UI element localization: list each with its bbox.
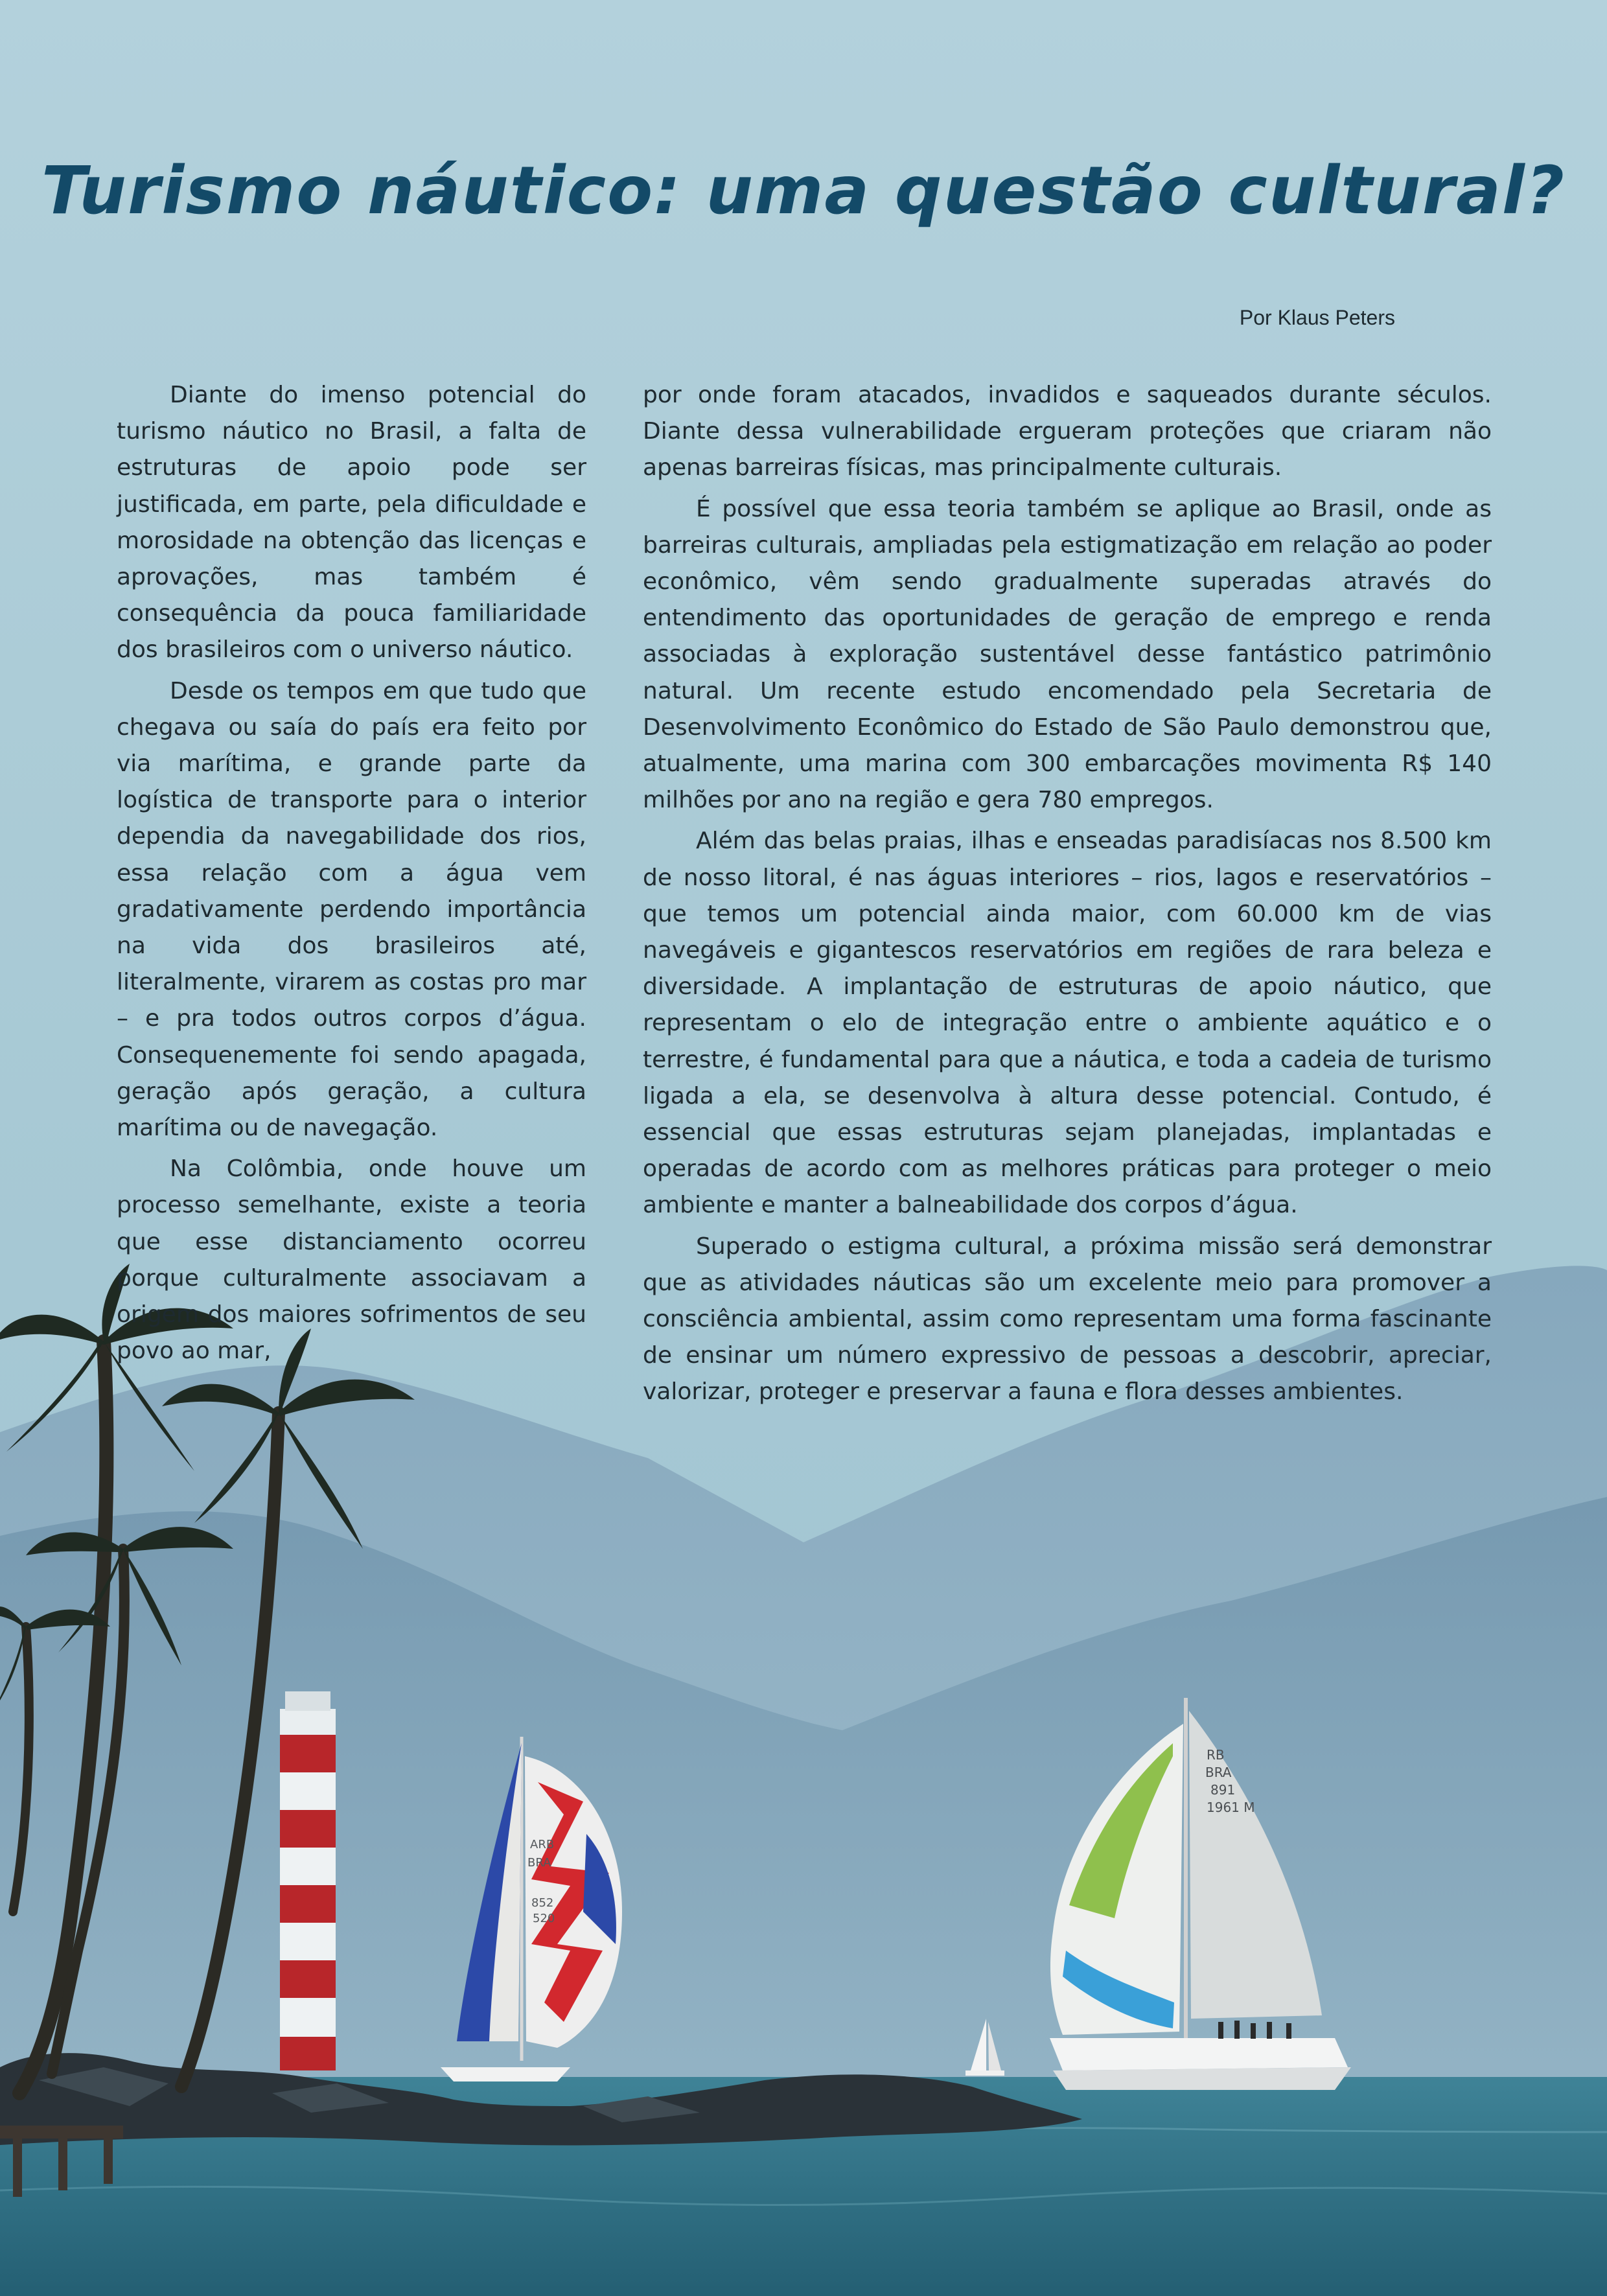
paragraph: por onde foram atacados, invadidos e saqueados durante séculos. Diante dessa vulnerabilidade ergueram proteções que criaram não apenas barreiras físicas, mas principalmente culturais. bbox=[643, 382, 1492, 481]
paragraph: Desde os tempos em que tudo que chegava ou saía do país era feito por via marítima, e grande parte da logística de transporte para o interior dependia da navegabilidade dos rios, essa relação com a água vem gradativamente perdendo importância na vida dos brasileiros até, literalmente, virarem as costas pro mar – e pra todos outros corpos d’água. Consequenemente foi sendo apagada, geração após geração, a cultura marítima ou de navegação. bbox=[117, 677, 586, 1142]
right-sail-text-2: BRA bbox=[1205, 1765, 1232, 1780]
right-sail-text-1: RB bbox=[1207, 1747, 1225, 1763]
lighthouse bbox=[280, 1691, 336, 2070]
paragraph: Diante do imenso potencial do turismo náutico no Brasil, a falta de estruturas de apoio pode ser justificada, em parte, pela dificuldade e morosidade na obtenção das licenças e aprovações, mas também é consequência da pouca familiaridade dos brasileiros com o universo náutico. bbox=[117, 382, 586, 664]
left-sail-text-3: 852 bbox=[531, 1896, 554, 1910]
left-sail-text-2: BRA bbox=[527, 1856, 551, 1870]
paragraph: Na Colômbia, onde houve um processo semelhante, existe a teoria que esse distanciamento ocorreu porque culturalmente associavam a origem dos maiores sofrimentos de seu povo ao mar, bbox=[117, 1155, 586, 1365]
right-column bbox=[643, 377, 1492, 1415]
left-column bbox=[117, 377, 586, 1374]
coastal-photo bbox=[0, 1264, 1607, 2296]
paragraph: É possível que essa teoria também se aplique ao Brasil, onde as barreiras culturais, ampliadas pela estigmatização em relação ao poder econômico, vêm sendo gradualmente superadas através do entendimento das oportunidades de geração de emprego e renda associadas à exploração sustentável desse fantástico patrimônio natural. Um recente estudo encomendado pela Secretaria de Desenvolvimento Econômico do Estado de São Paulo demonstrou que, atualmente, uma marina com 300 embarcações movimenta R$ 140 milhões por ano na região e gera 780 empregos. bbox=[643, 495, 1492, 814]
author-byline: Por Klaus Peters bbox=[1239, 306, 1395, 329]
article-title: Turismo náutico: uma questão cultural? bbox=[41, 152, 1566, 229]
paragraph: Superado o estigma cultural, a próxima missão será demonstrar que as atividades náuticas são um excelente meio para promover a consciência ambiental, assim como representam uma forma fascinante de ensinar um número expressivo de pessoas a descobrir, apreciar, valorizar, proteger e preservar a fauna e flora desses ambientes. bbox=[643, 1233, 1492, 1406]
left-sail-text-1: ARB bbox=[530, 1838, 555, 1851]
right-sail-text-3: 891 bbox=[1210, 1782, 1236, 1798]
right-sail-text-4: 1961 M bbox=[1207, 1800, 1255, 1815]
paragraph: Além das belas praias, ilhas e enseadas paradisíacas nos 8.500 km de nosso litoral, é nas águas interiores – rios, lagos e reservatórios – que temos um potencial ainda maior, com 60.000 km de vias navegáveis e gigantescos reservatórios em regiões de rara beleza e diversidade. A implantação de estruturas de apoio náutico, que representam o elo de integração entre o ambiente aquático e o terrestre, é fundamental para que a náutica, e toda a cadeia de turismo ligada a ela, se desenvolva à altura desse potencial. Contudo, é essencial que essas estruturas sejam planejadas, implantadas e operadas de acordo com as melhores práticas para proteger o meio ambiente e manter a balneabilidade dos corpos d’água. bbox=[643, 828, 1492, 1219]
left-sail-text-4: 520 bbox=[533, 1912, 555, 1925]
